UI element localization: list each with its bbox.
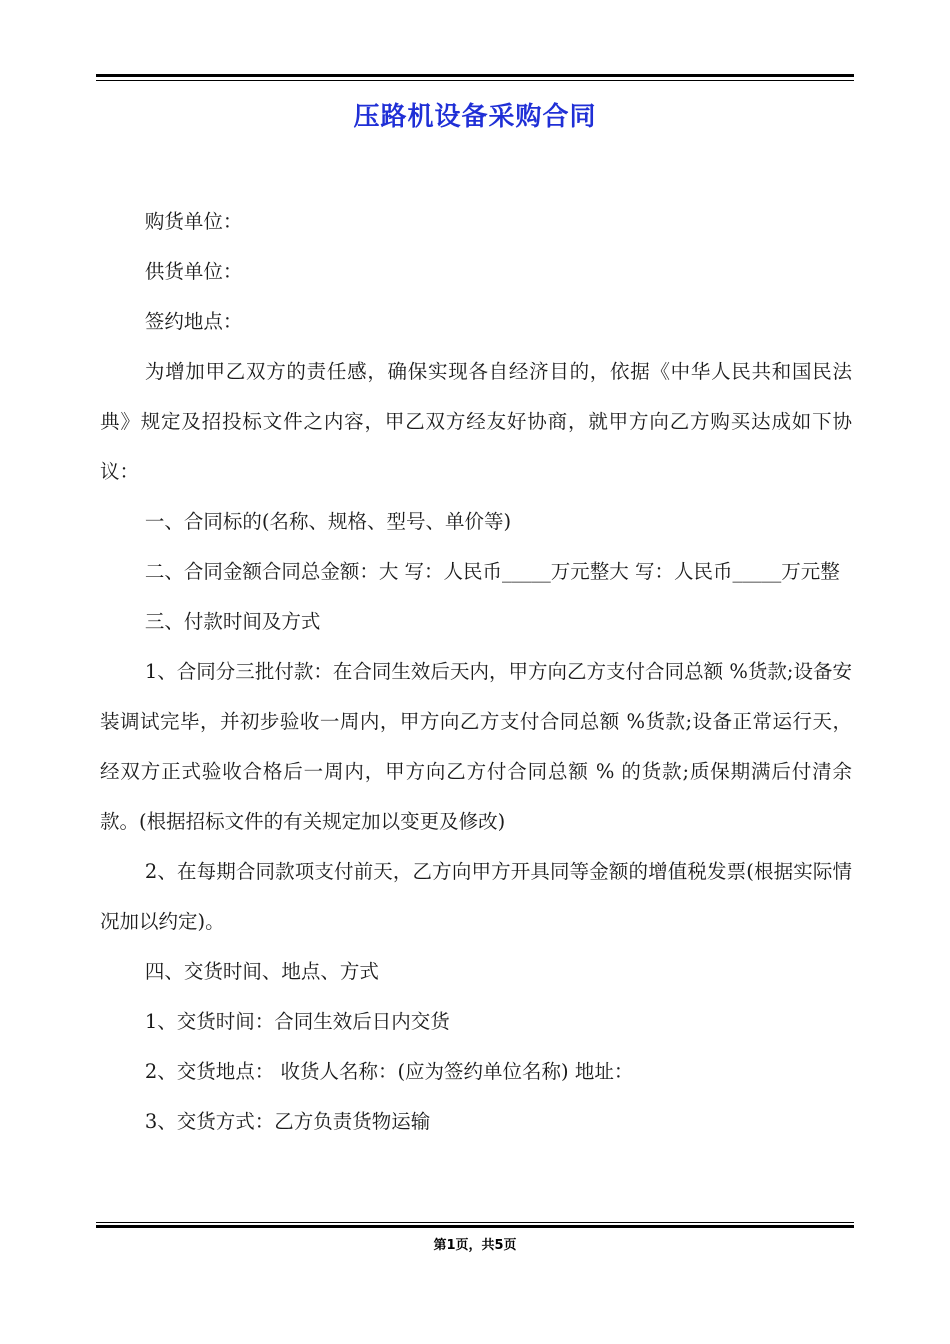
paragraph-delivery-place: 2、交货地点： 收货人名称：(应为签约单位名称) 地址： [144,1060,634,1083]
paragraph-contract-amount: 二、合同金额合同总金额：大 写：人民币_____万元整大 写：人民币_____万元整 [144,560,840,583]
paragraph-delivery-method: 3、交货方式：乙方负责货物运输 [144,1110,431,1133]
paragraph-preamble: 为增加甲乙双方的责任感，确保实现各自经济目的，依据《中华人民共和国民法典》规定及招投标文件之内容，甲乙双方经友好协商，就甲方向乙方购买达成如下协议： [100,360,852,483]
paragraph-signing-place: 签约地点： [144,310,243,333]
page-number: 第1页，共5页 [433,1238,517,1253]
paragraph-buyer: 购货单位： [144,210,243,233]
paragraph-delivery-time: 1、交货时间：合同生效后日内交货 [144,1010,450,1033]
document-title: 压路机设备采购合同 [353,102,597,132]
document-body [100,197,852,1147]
header-rule [96,74,854,77]
section-heading-delivery: 四、交货时间、地点、方式 [144,960,379,983]
section-heading-payment: 三、付款时间及方式 [144,610,321,633]
paragraph-payment-installments: 1、合同分三批付款：在合同生效后天内，甲方向乙方支付合同总额 %货款;设备安装调试完毕，并初步验收一周内，甲方向乙方支付合同总额 %货款;设备正常运行天，经双方正式验收合格后一周内，甲方向乙方付合同总额 % 的货款;质保期满后付清余款。(根据招标文件的有关规定加以变更及修改) [100,660,852,833]
paragraph-payment-invoice: 2、在每期合同款项支付前天，乙方向甲方开具同等金额的增值税发票(根据实际情况加以约定)。 [100,860,852,933]
paragraph-supplier: 供货单位： [144,260,243,283]
section-heading-subject: 一、合同标的(名称、规格、型号、单价等) [144,510,512,533]
footer-rule [96,1222,854,1223]
